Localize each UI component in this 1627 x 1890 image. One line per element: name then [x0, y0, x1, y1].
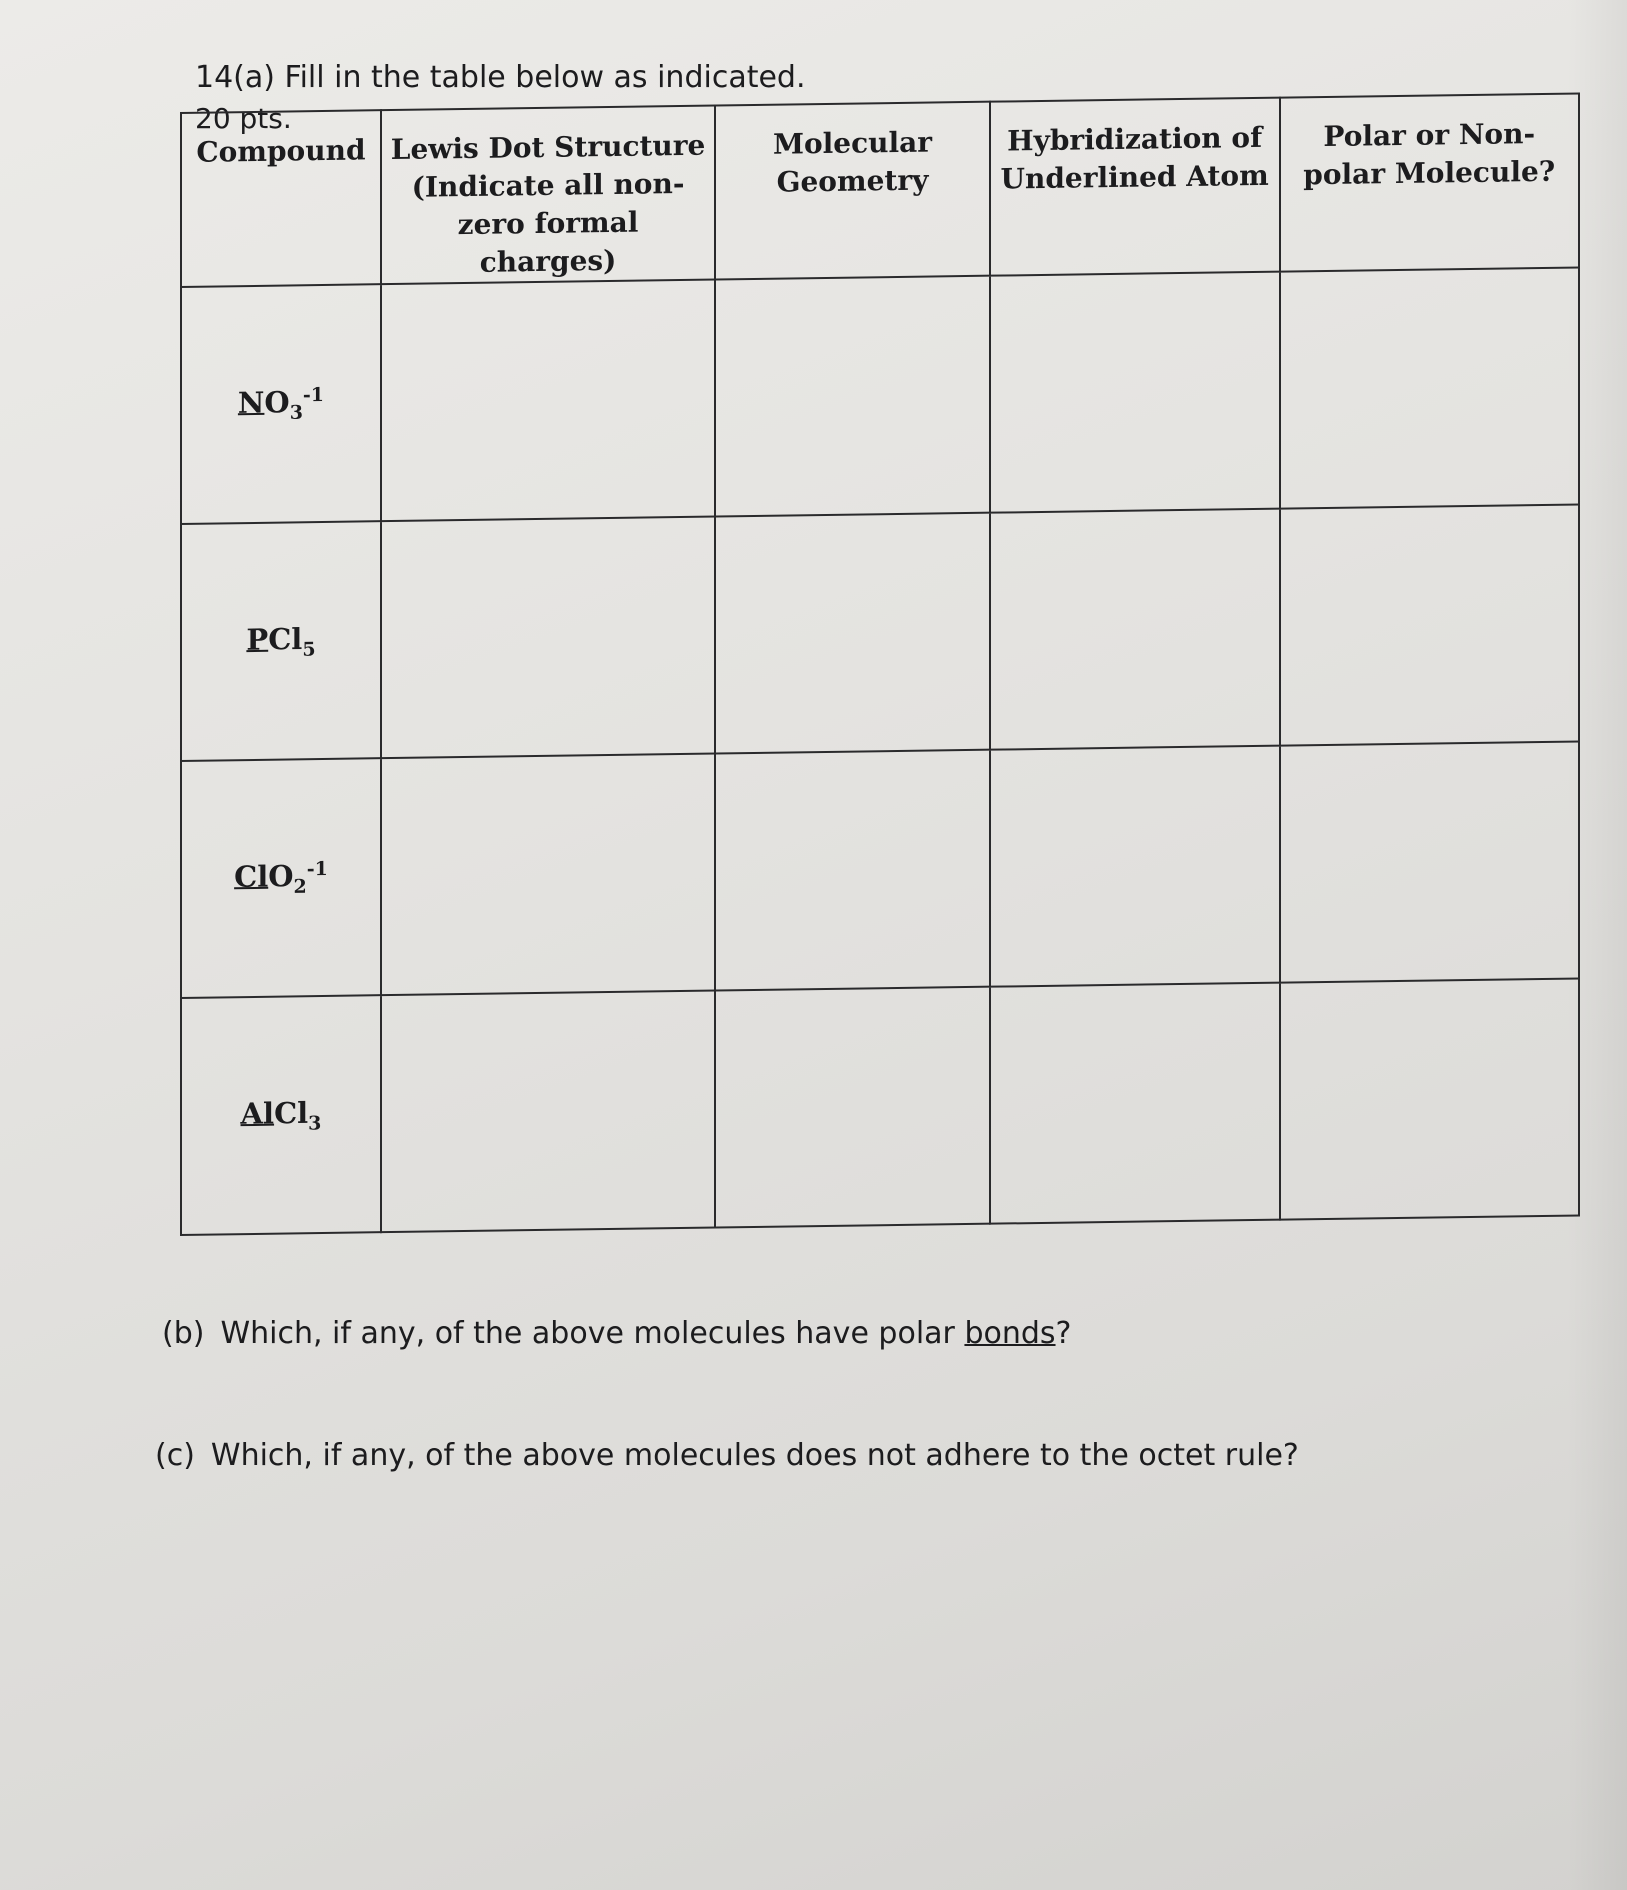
question-b-text: Which, if any, of the above molecules have polar	[220, 1316, 955, 1351]
compound-cell	[181, 758, 381, 998]
hybridization-answer-cell[interactable]	[990, 509, 1280, 750]
hybridization-answer-cell[interactable]	[990, 983, 1280, 1224]
compound-formula-rest: O	[264, 384, 290, 420]
question-b-label: (b)	[162, 1316, 205, 1351]
underlined-atom: N	[237, 385, 265, 420]
table-row	[181, 267, 1579, 524]
underlined-atom: Al	[240, 1096, 275, 1131]
formula-subscript: 3	[308, 1112, 322, 1135]
underlined-atom: P	[246, 622, 269, 657]
formula-charge: -1	[302, 383, 325, 407]
column-header-compound: Compound	[181, 110, 381, 287]
lewis-structure-answer-cell[interactable]	[381, 280, 715, 522]
lewis-structure-answer-cell[interactable]	[381, 991, 715, 1233]
question-b	[162, 1316, 1071, 1351]
polarity-answer-cell[interactable]	[1280, 741, 1580, 982]
compound-cell	[181, 284, 381, 524]
question-c-label: (c)	[155, 1438, 195, 1473]
formula-subscript: 5	[302, 638, 316, 661]
molecular-geometry-answer-cell[interactable]	[715, 276, 990, 517]
column-header-molecular-geometry: Molecular Geometry	[715, 102, 990, 280]
molecular-geometry-answer-cell[interactable]	[715, 513, 990, 754]
polarity-answer-cell[interactable]	[1280, 504, 1580, 745]
polarity-answer-cell[interactable]	[1280, 267, 1580, 508]
question-c-text: Which, if any, of the above molecules does not adhere to the octet rule?	[210, 1438, 1299, 1473]
points-label: 20 pts.	[195, 102, 292, 135]
underlined-atom: Cl	[234, 859, 269, 894]
question-c	[155, 1438, 1299, 1473]
table-header-row	[181, 93, 1579, 287]
column-header-lewis-structure: Lewis Dot Structure (Indicate all non-zero formal charges)	[381, 106, 715, 285]
hybridization-answer-cell[interactable]	[990, 272, 1280, 513]
compound-cell	[181, 521, 381, 761]
compound-formula-rest: O	[268, 858, 294, 894]
lewis-structure-answer-cell[interactable]	[381, 517, 715, 759]
table-row	[181, 504, 1579, 761]
column-header-hybridization: Hybridization of Underlined Atom	[990, 98, 1280, 276]
molecular-geometry-answer-cell[interactable]	[715, 750, 990, 991]
polarity-answer-cell[interactable]	[1280, 978, 1580, 1219]
table-row	[181, 741, 1579, 998]
question-b-underlined-word: bonds	[964, 1316, 1056, 1351]
question-b-punctuation: ?	[1055, 1316, 1072, 1351]
formula-charge: -1	[306, 857, 328, 880]
compound-cell	[181, 995, 381, 1235]
molecular-geometry-answer-cell[interactable]	[715, 987, 990, 1228]
formula-subscript: 3	[289, 401, 303, 424]
compound-formula-rest: Cl	[274, 1095, 309, 1131]
column-header-polarity: Polar or Non-polar Molecule?	[1280, 93, 1580, 271]
formula-subscript: 2	[293, 875, 307, 898]
table-row	[181, 978, 1579, 1235]
compound-formula-rest: Cl	[268, 621, 303, 657]
worksheet-table	[180, 92, 1580, 1236]
lewis-structure-answer-cell[interactable]	[381, 754, 715, 996]
question-title: 14(a) Fill in the table below as indicated.	[195, 60, 806, 95]
hybridization-answer-cell[interactable]	[990, 746, 1280, 987]
